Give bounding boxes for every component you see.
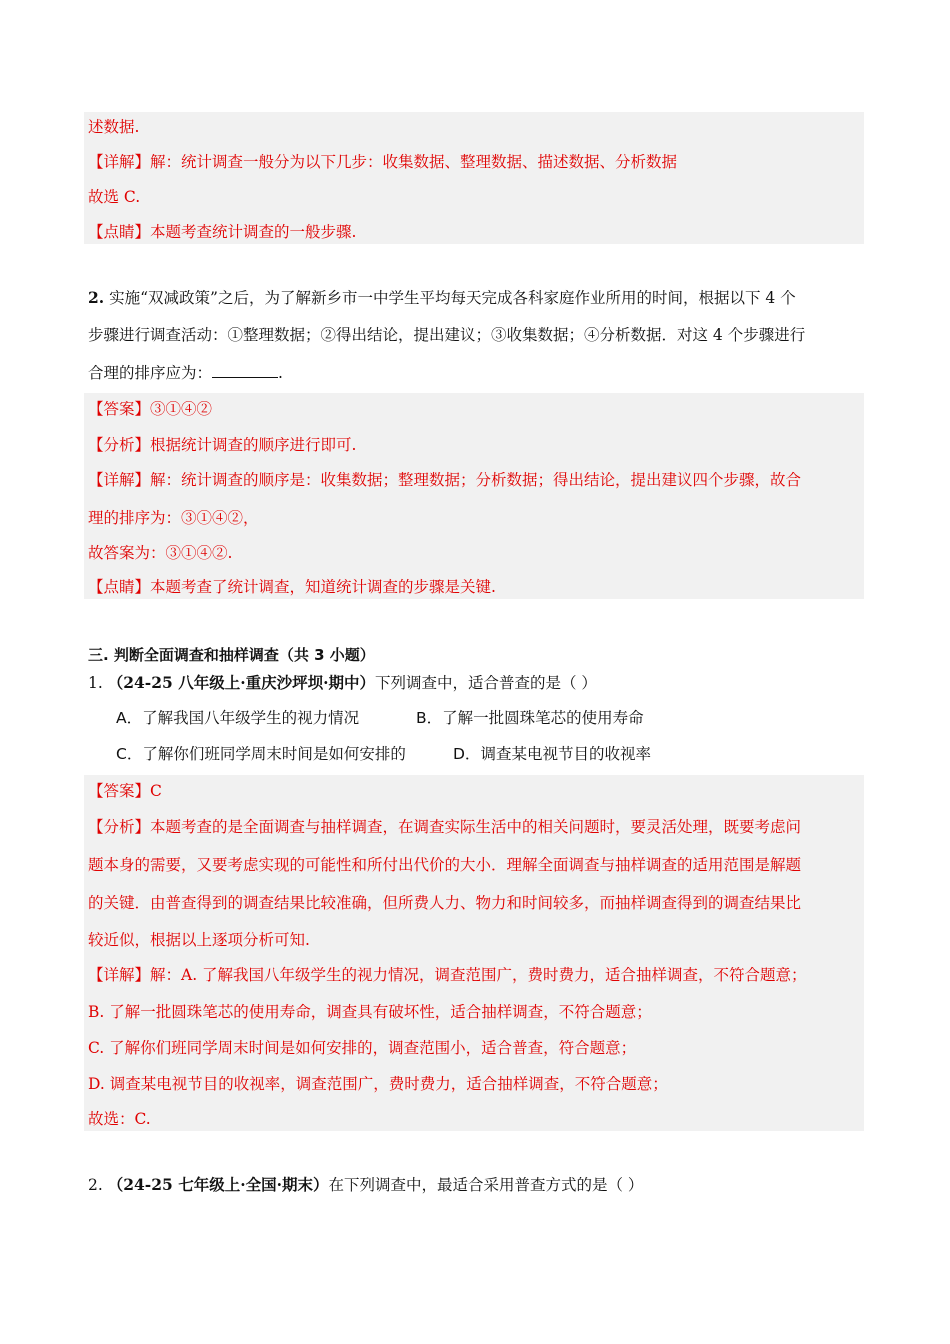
option-text: 了解你们班同学周末时间是如何安排的 — [142, 745, 406, 763]
analysis-text: 题本身的需要，又要考虑实现的可能性和所付出代价的大小．理解全面调查与抽样调查的适用范围是解题 — [88, 856, 802, 874]
detail-text: C. 了解你们班同学周末时间是如何安排的，调查范围小，适合普查，符合题意； — [88, 1039, 637, 1057]
question-number: 2. — [88, 1176, 103, 1194]
question-2 — [88, 1174, 643, 1196]
analysis-text: 【分析】根据统计调查的顺序进行即可. — [88, 436, 357, 454]
question-source: （24-25 七年级上·全国·期末） — [107, 1175, 329, 1194]
detail-text: B. 了解一批圆珠笔芯的使用寿命，调查具有破坏性，适合抽样调查，不符合题意； — [88, 1003, 652, 1021]
answer-box-2 — [84, 393, 864, 599]
question-text: . — [278, 364, 283, 382]
option-b[interactable] — [416, 707, 644, 729]
question-2 — [88, 287, 796, 309]
analysis-text: 的关键．由普查得到的调查结果比较准确，但所费人力、物力和时间较多，而抽样调查得到的调查结果比 — [88, 894, 802, 912]
detail-text: 【详解】解：统计调查一般分为以下几步：收集数据、整理数据、描述数据、分析数据 — [88, 153, 678, 171]
choice-text: 故选 C. — [88, 188, 141, 206]
question-text: 合理的排序应为： — [88, 364, 213, 382]
choice-text: 故选：C. — [88, 1110, 151, 1128]
option-letter: D． — [453, 745, 481, 763]
option-letter: B． — [416, 709, 443, 727]
question-text: 实施“双减政策”之后，为了解新乡市一中学生平均每天完成各科家庭作业所用的时间，根据以下 4 个 — [109, 289, 796, 307]
answer-blank — [212, 363, 278, 378]
option-letter: C． — [116, 745, 143, 763]
option-a[interactable] — [116, 707, 359, 729]
question-number: 1. — [88, 674, 103, 692]
detail-text: 理的排序为：③①④②， — [88, 509, 259, 527]
option-letter: A． — [116, 709, 143, 727]
question-1 — [88, 672, 597, 694]
question-source: （24-25 八年级上·重庆沙坪坝·期中） — [107, 673, 375, 692]
answer-text: 述数据. — [88, 118, 140, 136]
conclusion-text: 故答案为：③①④②. — [88, 544, 233, 562]
question-number: 2. — [88, 288, 105, 307]
question-text-line — [88, 362, 283, 384]
option-text: 了解一批圆珠笔芯的使用寿命 — [442, 709, 644, 727]
option-text: 了解我国八年级学生的视力情况 — [142, 709, 360, 727]
option-d[interactable] — [453, 743, 651, 765]
analysis-text: 【分析】本题考查的是全面调查与抽样调查，在调查实际生活中的相关问题时，要灵活处理，既要考虑问 — [88, 818, 802, 836]
detail-text: 【详解】解：A. 了解我国八年级学生的视力情况，调查范围广，费时费力，适合抽样调查，不符合题意； — [88, 966, 807, 984]
detail-text: D. 调查某电视节目的收视率，调查范围广，费时费力，适合抽样调查，不符合题意； — [88, 1075, 668, 1093]
question-text: 在下列调查中，最适合采用普查方式的是（ ） — [328, 1176, 644, 1194]
comment-text: 【点睛】本题考查统计调查的一般步骤. — [88, 223, 357, 241]
option-text: 调查某电视节目的收视率 — [480, 745, 651, 763]
answer-text: 【答案】C — [88, 782, 162, 800]
detail-text: 【详解】解：统计调查的顺序是：收集数据；整理数据；分析数据；得出结论，提出建议四个步骤，故合 — [88, 471, 802, 489]
question-text: 下列调查中，适合普查的是（ ） — [375, 674, 597, 692]
analysis-text: 较近似，根据以上逐项分析可知. — [88, 931, 310, 949]
section-heading: 三. 判断全面调查和抽样调查（共 3 小题） — [88, 646, 375, 664]
question-text-line: 步骤进行调查活动：①整理数据；②得出结论，提出建议；③收集数据；④分析数据．对这 4 个步骤进行 — [88, 326, 806, 344]
option-c[interactable] — [116, 743, 406, 765]
answer-text: 【答案】③①④② — [88, 400, 213, 418]
comment-text: 【点睛】本题考查了统计调查，知道统计调查的步骤是关键. — [88, 578, 496, 596]
